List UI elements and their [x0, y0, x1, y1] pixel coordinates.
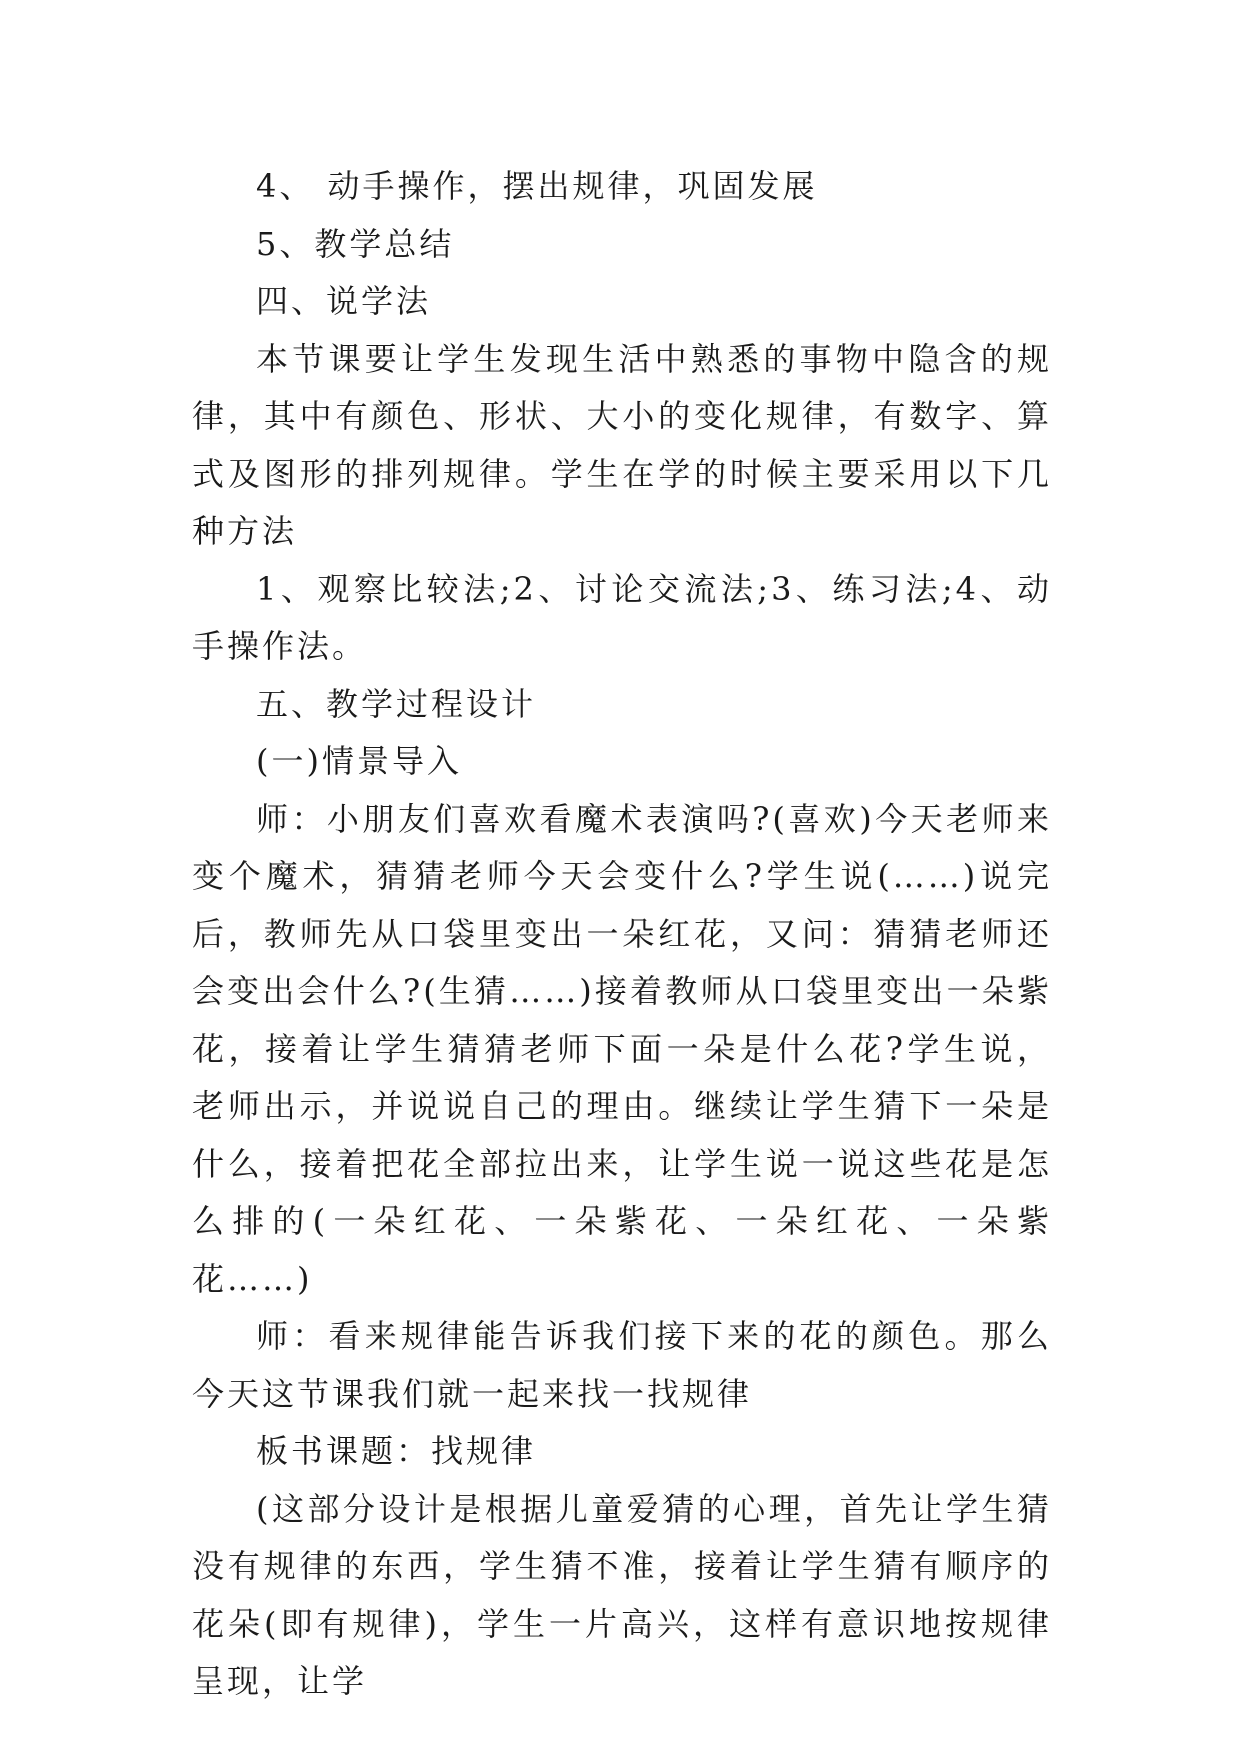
document-body: [192, 158, 1052, 1711]
paragraph-board-title: 板书课题：找规律: [256, 1432, 537, 1470]
section-heading-study-method: 四、说学法: [256, 282, 432, 320]
paragraph-design-note: (这部分设计是根据儿童爱猜的心理，首先让学生猜没有规律的东西，学生猜不准，接着让学生猜有顺序的花朵(即有规律)，学生一片高兴，这样有意识地按规律呈现，让学: [192, 1489, 1052, 1700]
list-item-step-4: 4、 动手操作，摆出规律，巩固发展: [256, 167, 818, 205]
subsection-heading-intro: (一)情景导入: [256, 742, 462, 780]
paragraph-study-method: 本节课要让学生发现生活中熟悉的事物中隐含的规律，其中有颜色、形状、大小的变化规律，有数字、算式及图形的排列规律。学生在学的时候主要采用以下几种方法: [192, 339, 1052, 550]
paragraph-teacher-summary: 师：看来规律能告诉我们接下来的花的颜色。那么今天这节课我们就一起来找一找规律: [192, 1317, 1052, 1413]
paragraph-magic-show: 师：小朋友们喜欢看魔术表演吗?(喜欢)今天老师来变个魔术，猜猜老师今天会变什么?学生说(……)说完后，教师先从口袋里变出一朵红花，又问：猜猜老师还会变出会什么?(生猜……)接着教师从口袋里变出一朵紫花，接着让学生猜猜老师下面一朵是什么花?学生说，老师出示，并说说自己的理由。继续让学生猜下一朵是什么，接着把花全部拉出来，让学生说一说这些花是怎么排的(一朵红花、一朵紫花、一朵红花、一朵紫花……): [192, 799, 1052, 1298]
section-heading-process: 五、教学过程设计: [256, 684, 537, 723]
paragraph-method-list: 1、观察比较法;2、讨论交流法;3、练习法;4、动手操作法。: [192, 569, 1052, 665]
list-item-step-5: 5、教学总结: [256, 224, 455, 263]
